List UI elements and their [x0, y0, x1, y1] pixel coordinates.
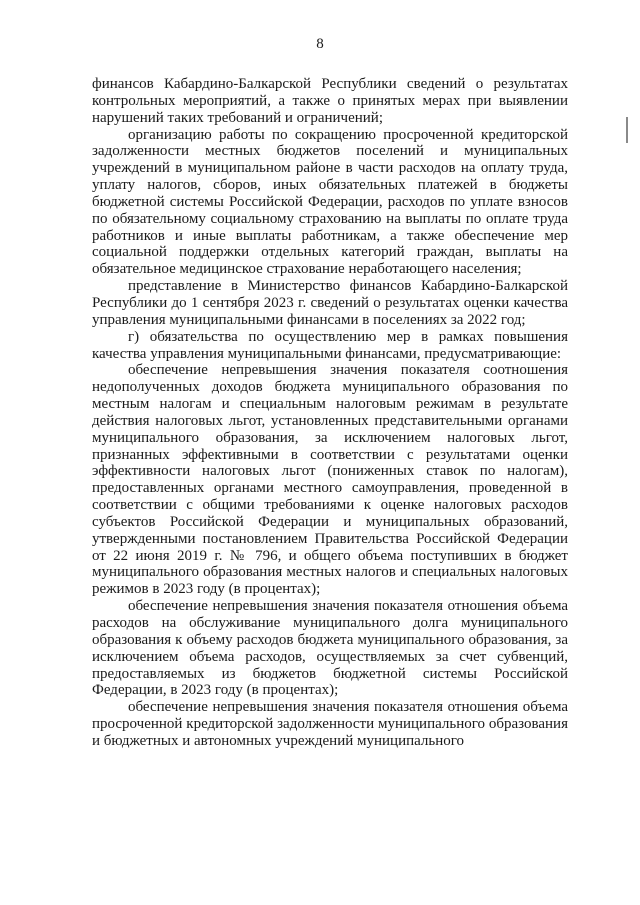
paragraph-3: представление в Министерство финансов Кабардино-Балкарской Республики до 1 сентября 2023 г. сведений о результатах оценки качества управления муниципальными финансами в поселениях за 2022 год; — [92, 278, 568, 328]
document-body — [92, 76, 568, 750]
paragraph-7: обеспечение непревышения значения показателя отношения объема просроченной кредиторской задолженности муниципального образования и бюджетных и автономных учреждений муниципального — [92, 699, 568, 749]
paragraph-4: г) обязательства по осуществлению мер в рамках повышения качества управления муниципальными финансами, предусматривающие: — [92, 328, 568, 362]
page-number: 8 — [316, 36, 324, 52]
paragraph-6: обеспечение непревышения значения показателя отношения объема расходов на обслуживание муниципального долга муниципального образования к объему расходов бюджета муниципального образования, за исключением объема расходов, осуществляемых за счет субвенций, предоставляемых из бюджетов бюджетной системы Российской Федерации, в 2023 году (в процентах); — [92, 598, 568, 699]
paragraph-1: финансов Кабардино-Балкарской Республики сведений о результатах контрольных мероприятий, а также о принятых мерах при выявлении нарушений таких требований и ограничений; — [92, 76, 568, 126]
paragraph-2: организацию работы по сокращению просроченной кредиторской задолженности местных бюджетов поселений и муниципальных учреждений в муниципальном районе в части расходов на оплату труда, уплату налогов, сборов, иных обязательных платежей в бюджеты бюджетной системы Российской Федерации, расходов по уплате взносов по обязательному социальному страхованию на выплаты по оплате труда работников и иные выплаты работникам, а также обеспечение мер социальной поддержки отдельных категорий граждан, выплаты на обязательное медицинское страхование неработающего населения; — [92, 126, 568, 278]
scan-artifact-mark — [626, 117, 628, 143]
paragraph-5: обеспечение непревышения значения показателя соотношения недополученных доходов бюджета муниципального образования по местным налогам и специальным налоговым режимам в результате действия налоговых льгот, установленных представительными органами муниципального образования, за исключением налоговых льгот, признанных эффективными в соответствии с результатами оценки эффективности налоговых льгот (пониженных ставок по налогам), предоставленных органами местного самоуправления, проведенной в соответствии с общими требованиями к оценке налоговых расходов субъектов Российской Федерации и муниципальных образований, утвержденными постановлением Правительства Российской Федерации от 22 июня 2019 г. № 796, и общего объема поступивших в бюджет муниципального образования местных налогов и специальных налоговых режимов в 2023 году (в процентах); — [92, 362, 568, 598]
